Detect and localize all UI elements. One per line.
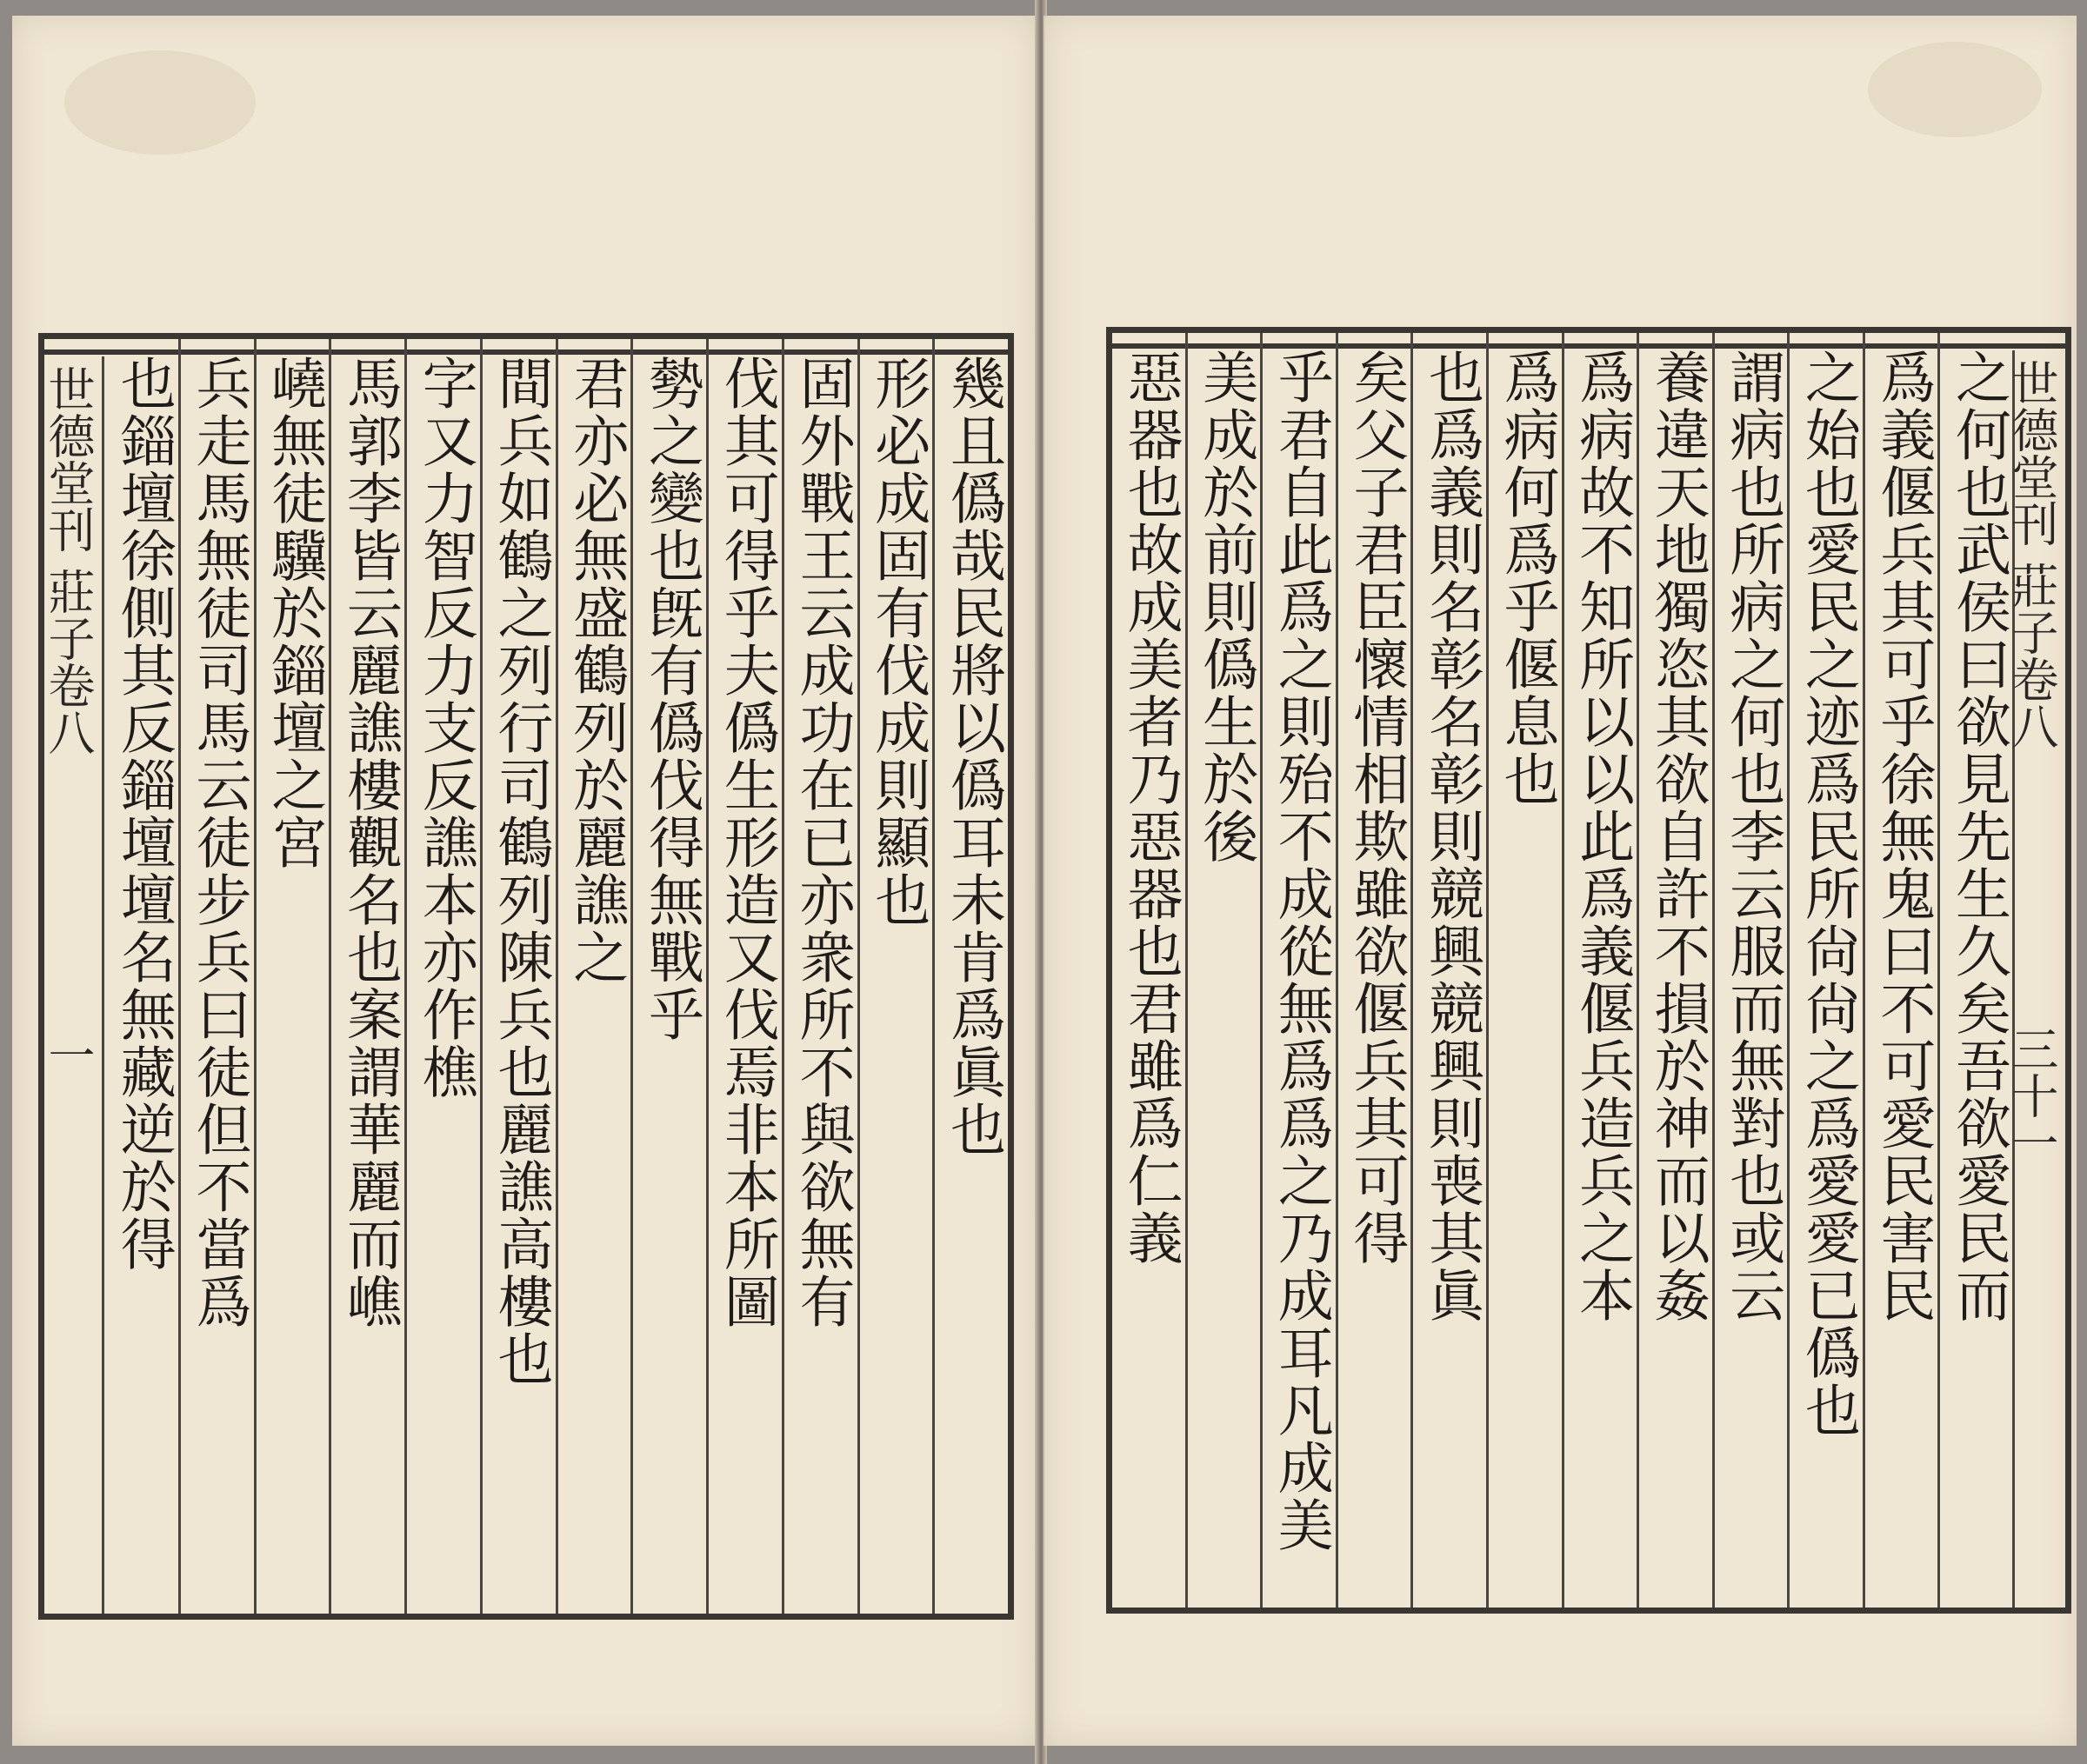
right-columns bbox=[1112, 333, 2013, 1608]
right-page bbox=[1044, 16, 2077, 1746]
text-column: 君亦必無盛鶴列於麗譙之 bbox=[556, 339, 631, 1614]
text-column: 幾且僞哉民將以僞耳未肯爲眞也 bbox=[932, 339, 1008, 1614]
text-column: 字又力智反力支反譙本亦作樵 bbox=[404, 339, 480, 1614]
text-column: 馬郭李皆云麗譙樓觀名也案謂華麗而嶕 bbox=[329, 339, 404, 1614]
left-margin-title bbox=[41, 356, 104, 1614]
text-column: 惡器也故成美者乃惡器也君雖爲仁義 bbox=[1117, 349, 1183, 1267]
text-column: 勢之變也旣有僞伐得無戰乎 bbox=[630, 339, 706, 1614]
text-column: 也爲義則名彰名彰則競興競興則喪其眞 bbox=[1410, 333, 1486, 1608]
right-text-frame bbox=[1106, 327, 2071, 1614]
text-column: 之始也愛民之迹爲民所尙尙之爲愛愛已僞也 bbox=[1787, 333, 1863, 1608]
text-column: 兵走馬無徒司馬云徒步兵曰徒但不當爲 bbox=[178, 339, 254, 1614]
paper-stain bbox=[1868, 42, 2042, 137]
text-column: 謂病也所病之何也李云服而無對也或云 bbox=[1712, 333, 1788, 1608]
text-column: 固外戰王云成功在已亦衆所不與欲無有 bbox=[782, 339, 857, 1614]
margin-title: 世德堂刊 莊子卷八 bbox=[41, 365, 96, 756]
text-column: 美成於前則僞生於後 bbox=[1185, 333, 1261, 1608]
right-margin-title bbox=[2004, 350, 2065, 1608]
text-column: 嶢無徒驥於錙壇之宮 bbox=[254, 339, 330, 1614]
text-column: 矣父子君臣懷情相欺雖欲偃兵其可得 bbox=[1336, 333, 1411, 1608]
text-column: 養違天地獨恣其欲自許不損於神而以姦 bbox=[1637, 333, 1712, 1608]
text-column: 也錙壇徐側其反錙壇壇名無藏逆於得 bbox=[110, 355, 176, 1273]
left-columns bbox=[105, 339, 1008, 1614]
text-column: 爲義偃兵其可乎徐無鬼曰不可愛民害民 bbox=[1863, 333, 1938, 1608]
text-column: 爲病何爲乎偃息也 bbox=[1486, 333, 1562, 1608]
paper-stain bbox=[64, 50, 256, 155]
margin-folio: 三十一 bbox=[2004, 1025, 2059, 1167]
text-column: 間兵如鶴之列行司鶴列陳兵也麗譙高樓也 bbox=[480, 339, 556, 1614]
text-column: 乎君自此爲之則殆不成從無爲爲之乃成耳凡成美 bbox=[1260, 333, 1336, 1608]
text-column: 爲病故不知所以以此爲義偃兵造兵之本 bbox=[1562, 333, 1637, 1608]
margin-title: 世德堂刊 莊子卷八 bbox=[2004, 359, 2059, 750]
margin-folio: 一 bbox=[41, 1031, 96, 1079]
text-column: 之何也武侯曰欲見先生久矣吾欲愛民而 bbox=[1937, 333, 2013, 1608]
text-column: 伐其可得乎夫僞生形造又伐焉非本所圖 bbox=[706, 339, 782, 1614]
left-page bbox=[12, 16, 1038, 1746]
left-text-frame bbox=[38, 333, 1014, 1620]
text-column: 形必成固有伐成則顯也 bbox=[857, 339, 933, 1614]
